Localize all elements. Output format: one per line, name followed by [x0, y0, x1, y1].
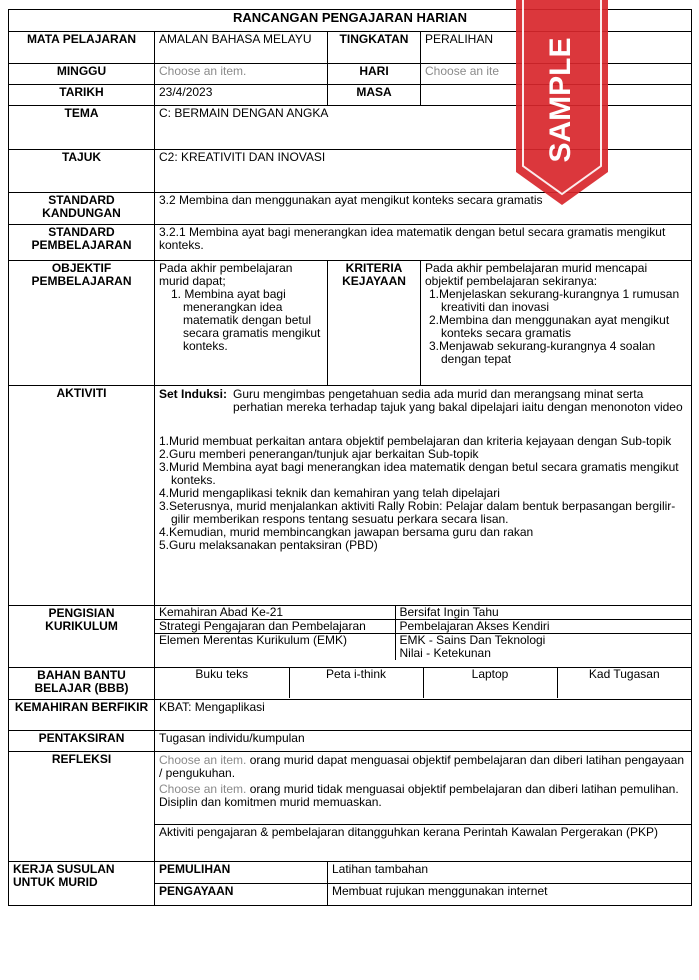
aktiviti-step: 3.Seterusnya, murid menjalankan aktiviti Rally Robin: Pelajar dalam bentuk berpasangan bergilir-gilir memberikan respons tentang sesuatu perkara secara lisan. — [159, 499, 676, 526]
pengisian-table — [155, 606, 691, 660]
bbb-table — [155, 668, 691, 698]
aktiviti-step: 3.Murid Membina ayat bagi menerangkan idea matematik dengan betul secara gramatis mengikut konteks. — [159, 460, 679, 487]
aktiviti-step: 4.Murid mengaplikasi teknik dan kemahiran yang telah dipelajari — [159, 486, 500, 500]
standard-pembelajaran-label: STANDARD PEMBELAJARAN — [9, 225, 155, 261]
refleksi-line: Choose an item. orang murid dapat menguasai objektif pembelajaran dan diberi latihan pengayaan / pengukuhan. — [159, 753, 685, 780]
tajuk-value[interactable]: C2: KREATIVITI DAN INOVASI — [155, 150, 692, 193]
objektif-intro: Pada akhir pembelajaran murid dapat; — [159, 261, 293, 288]
tarikh-label: TARIKH — [9, 85, 155, 106]
pengisian-label: PENGISIAN KURIKULUM — [9, 606, 155, 668]
emk-value: EMK - Sains Dan Teknologi — [399, 633, 546, 647]
refleksi-content[interactable] — [155, 752, 692, 825]
pengisian-right[interactable]: Bersifat Ingin Tahu — [395, 606, 691, 620]
bbb-item[interactable]: Laptop — [423, 668, 557, 698]
refleksi-dropdown[interactable]: Choose an item. — [159, 753, 247, 767]
kriteria-item: 1.Menjelaskan sekurang-kurangnya 1 rumusan kreativiti dan inovasi — [429, 287, 680, 314]
kriteria-list — [425, 288, 687, 366]
aktiviti-step: 5.Guru melaksanakan pentaksiran (PBD) — [159, 538, 378, 552]
standard-pembelajaran-value[interactable]: 3.2.1 Membina ayat bagi menerangkan idea matematik dengan betul secara gramatis mengikut konteks. — [155, 225, 692, 261]
tajuk-label: TAJUK — [9, 150, 155, 193]
hari-label: HARI — [328, 64, 421, 85]
kemahiran-value[interactable]: KBAT: Mengaplikasi — [155, 700, 692, 731]
refleksi-line: Choose an item. orang murid tidak menguasai objektif pembelajaran dan diberi latihan pemulihan. Disiplin dan komitmen murid memuaskan. — [159, 782, 679, 809]
bbb-item[interactable]: Buku teks — [155, 668, 289, 698]
tingkatan-label: TINGKATAN — [328, 32, 421, 64]
bbb-content — [155, 668, 692, 700]
objektif-item: 1. Membina ayat bagi menerangkan idea matematik dengan betul secara gramatis mengikut konteks. — [171, 287, 321, 353]
refleksi-label: REFLEKSI — [9, 752, 155, 862]
set-induksi — [159, 388, 687, 414]
kriteria-label: KRITERIA KEJAYAAN — [328, 261, 421, 386]
kriteria-content[interactable] — [421, 261, 692, 386]
tarikh-value[interactable]: 23/4/2023 — [155, 85, 328, 106]
mata-pelajaran-label: MATA PELAJARAN — [9, 32, 155, 64]
standard-kandungan-value[interactable]: 3.2 Membina dan menggunakan ayat mengikut konteks secara gramatis — [155, 193, 692, 225]
minggu-label: MINGGU — [9, 64, 155, 85]
pengisian-left[interactable]: Strategi Pengajaran dan Pembelajaran — [155, 620, 395, 634]
document-title: RANCANGAN PENGAJARAN HARIAN — [9, 10, 692, 32]
sample-ribbon-watermark — [516, 0, 608, 205]
tingkatan-value[interactable]: PERALIHAN — [421, 32, 692, 64]
bbb-label: BAHAN BANTU BELAJAR (BBB) — [9, 668, 155, 700]
refleksi-note[interactable]: Aktiviti pengajaran & pembelajaran ditangguhkan kerana Perintah Kawalan Pergerakan (PKP) — [155, 825, 692, 862]
pengisian-right[interactable]: Pembelajaran Akses Kendiri — [395, 620, 691, 634]
aktiviti-label: AKTIVITI — [9, 386, 155, 606]
aktiviti-steps — [159, 435, 687, 552]
objektif-content[interactable] — [155, 261, 328, 386]
aktiviti-step: 1.Murid membuat perkaitan antara objektif pembelajaran dan kriteria kejayaan dengan Sub-topik — [159, 434, 672, 448]
objektif-list — [159, 288, 323, 353]
set-induksi-label: Set Induksi: — [159, 387, 228, 401]
set-induksi-text: Guru mengimbas pengetahuan sedia ada murid dan merangsang minat serta perhatian mereka terhadap tajuk yang bakal dipelajari iaitu dengan menonoton video — [233, 387, 683, 414]
aktiviti-content[interactable] — [155, 386, 692, 606]
ribbon-text: SAMPLE — [543, 37, 577, 163]
pengisian-right[interactable] — [395, 634, 691, 661]
minggu-dropdown[interactable]: Choose an item. — [155, 64, 328, 85]
kriteria-item: 2.Membina dan menggunakan ayat mengikut konteks secara gramatis — [429, 313, 670, 340]
pentaksiran-label: PENTAKSIRAN — [9, 731, 155, 752]
tema-value[interactable]: C: BERMAIN DENGAN ANGKA — [155, 106, 692, 150]
nilai-value: Nilai - Ketekunan — [399, 646, 491, 660]
pentaksiran-value[interactable]: Tugasan individu/kumpulan — [155, 731, 692, 752]
pengisian-content — [155, 606, 692, 668]
mata-pelajaran-value[interactable]: AMALAN BAHASA MELAYU — [155, 32, 328, 64]
pengayaan-value[interactable]: Membuat rujukan menggunakan internet — [328, 884, 692, 906]
objektif-label: OBJEKTIF PEMBELAJARAN — [9, 261, 155, 386]
kemahiran-label: KEMAHIRAN BERFIKIR — [9, 700, 155, 731]
kerja-susulan-label: KERJA SUSULAN UNTUK MURID — [9, 862, 155, 906]
masa-label: MASA — [328, 85, 421, 106]
standard-kandungan-label: STANDARD KANDUNGAN — [9, 193, 155, 225]
pemulihan-label: PEMULIHAN — [155, 862, 328, 884]
pemulihan-value[interactable]: Latihan tambahan — [328, 862, 692, 884]
pengisian-left[interactable]: Kemahiran Abad Ke-21 — [155, 606, 395, 620]
aktiviti-step: 2.Guru memberi penerangan/tunjuk ajar berkaitan Sub-topik — [159, 447, 479, 461]
pengisian-left[interactable]: Elemen Merentas Kurikulum (EMK) — [155, 634, 395, 661]
bbb-item[interactable]: Kad Tugasan — [588, 668, 660, 681]
pengayaan-label: PENGAYAAN — [155, 884, 328, 906]
bbb-item[interactable]: Peta i-think — [289, 668, 423, 698]
refleksi-dropdown[interactable]: Choose an item. — [159, 782, 247, 796]
kriteria-item: 3.Menjawab sekurang-kurangnya 4 soalan dengan tepat — [429, 339, 656, 366]
hari-dropdown[interactable]: Choose an ite — [421, 64, 692, 85]
kriteria-intro: Pada akhir pembelajaran murid mencapai objektif pembelajaran sekiranya: — [425, 261, 648, 288]
tema-label: TEMA — [9, 106, 155, 150]
aktiviti-step: 4.Kemudian, murid membincangkan jawapan bersama guru dan rakan — [159, 525, 534, 539]
